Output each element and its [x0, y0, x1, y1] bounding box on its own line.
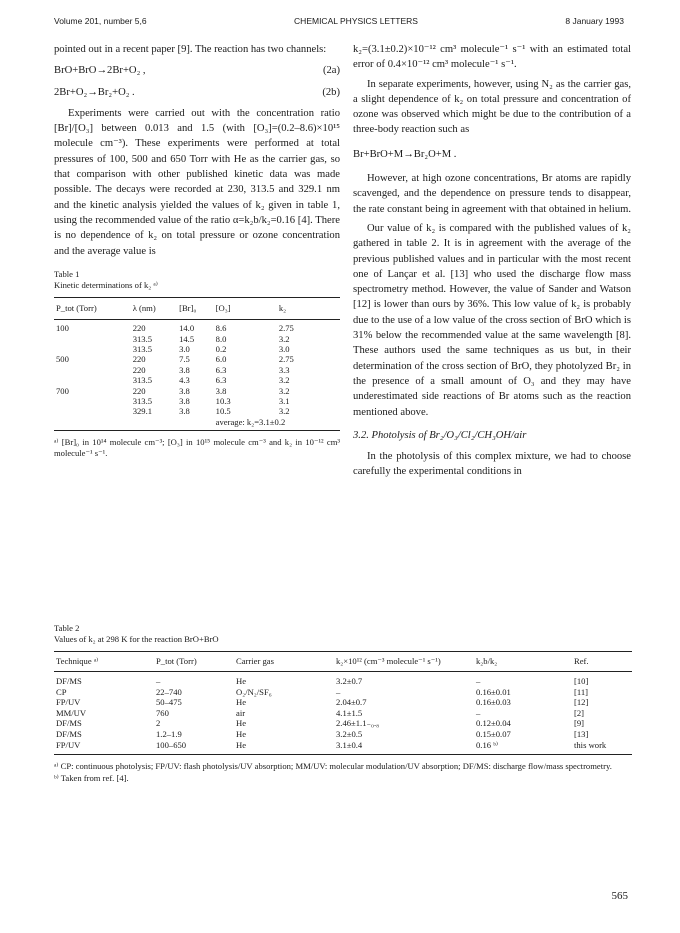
- table2-caption-block: [54, 623, 632, 645]
- equation-3: Br+BrO+M→Br₂O+M .: [353, 148, 457, 160]
- table-row: CP 22–740 O₂/N₂/SF₆ – 0.16±0.01 [11]: [56, 686, 588, 697]
- table2-header: k₂b/k₂: [474, 652, 572, 672]
- running-header: [54, 16, 624, 26]
- table-row: 500 220 7.5 6.0 2.75: [56, 354, 294, 365]
- paragraph: k₂=(3.1±0.2)×10⁻¹² cm³ molecule⁻¹ s⁻¹ with an estimated total error of 0.4×10⁻¹² cm³ molecule⁻¹ s⁻¹.: [353, 44, 631, 71]
- right-column: [353, 42, 631, 484]
- table-row: FP/UV 100–650 He 3.1±0.4 0.16 ᵇ⁾ this work: [54, 740, 632, 755]
- header-date: 8 January 1993: [565, 16, 624, 26]
- table1-average: average: k₂=3.1±0.2: [214, 417, 340, 431]
- table1-header: [Br]₀: [177, 297, 214, 319]
- paragraph: Experiments were carried out with the concentration ratio [Br]/[O₃] between 0.013 and 1.5 (with [O₃]=(0.2–8.6)×10¹⁵ molecule cm⁻³). These experiments were performed at total pressures of 100, 500 and 650 Torr with He as the carrier gas, so that comparison with other published kinetic data was made possible. The decays were recorded at 230, 313.5 and 329.1 nm and the kinetic analysis yielded the values of k₂ given in table 1, using the recommended value of the ratio α=k₂b/k₂=0.16 [4]. There is no dependence of k₂ on total pressure or ozone concentration and the average value is: [54, 107, 340, 257]
- table1-header: [O₃]: [214, 297, 277, 319]
- left-column: [54, 42, 340, 459]
- table1-caption-block: [54, 269, 340, 291]
- table2-caption: Values of k₂ at 298 K for the reaction BrO+BrO: [54, 634, 219, 644]
- table-row: 313.5 14.5 8.0 3.2: [132, 333, 290, 344]
- table-row: DF/MS – He 3.2±0.7 – [10]: [56, 676, 589, 686]
- table1-header: λ (nm): [131, 297, 177, 319]
- table2-header: Ref.: [572, 652, 632, 672]
- table1-title: Table 1: [54, 268, 80, 279]
- table2-header: P_tot (Torr): [154, 652, 234, 672]
- table2-header: Carrier gas: [234, 652, 334, 672]
- table-row: 700 220 3.8 3.8 3.2: [56, 385, 290, 396]
- section-heading: 3.2. Photolysis of Br₂/O₃/Cl₂/CH₃OH/air: [353, 429, 527, 441]
- table1-footnote: ᵃ⁾ [Br]₀ in 10¹⁴ molecule cm⁻³; [O₃] in 10¹⁵ molecule cm⁻³ and k₂ in 10⁻¹² cm³ molecule⁻¹ s⁻¹.: [54, 437, 340, 459]
- header-volume: Volume 201, number 5,6: [54, 16, 147, 26]
- table1-header: k₂: [277, 297, 340, 319]
- table-row: 313.5 3.8 10.3 3.1: [132, 396, 290, 406]
- table1-header: P_tot (Torr): [54, 297, 131, 319]
- table2-footnote-a: ᵃ⁾ CP: continuous photolysis; FP/UV: flash photolysis/UV absorption; MM/UV: molecular modulation/UV absorption; DF/MS: discharge flow/mass spectrometry.: [54, 761, 612, 772]
- equation-2a: BrO+BrO→2Br+O₂ , (2a): [54, 65, 340, 77]
- table-row: DF/MS 2 He 2.46±1.1₋₀.₈ 0.12±0.04 [9]: [56, 718, 585, 729]
- table-row: 329.1 3.8 10.5 3.2: [132, 406, 290, 417]
- equation-2b: 2Br+O₂→Br₂+O₂ . (2b): [54, 86, 340, 98]
- paragraph: However, at high ozone concentrations, Br atoms are rapidly scavenged, and the dependence on pressure tends to disappear, the rate constant being in agreement with that obtained in helium.: [353, 173, 632, 215]
- table-row: MM/UV 760 air 4.1±1.5 – [2]: [56, 707, 585, 718]
- paragraph: Our value of k₂ is compared with the published values of k₂ gathered in table 2. It is in agreement with the average of the previous published values and in particular with the most recent one of Lançar et al. [13] who used the discharge flow mass spectrometry method. However, the value of Sander and Watson [12] is lower than ours by 36%. This low value of k₂ is probably due to the use of a low value of the cross section of BrO which is 31% below the recommended value at the same wavelength [8]. These authors used the same techniques as us but, in their determination of the cross section of BrO, they photolyzed Br₂ in the presence of a small amount of O₃ and they may have underestimated side reactions of Br atoms such as the reaction mentioned above.: [353, 222, 631, 418]
- table2-footnote-b: ᵇ⁾ Taken from ref. [4].: [54, 773, 129, 784]
- table-row: 220 3.8 6.3 3.3: [132, 364, 290, 375]
- table2-block: [54, 623, 632, 784]
- table-row: 100 220 14.0 8.6 2.75: [56, 323, 294, 334]
- table-row: [54, 417, 340, 431]
- table1-caption: Kinetic determinations of k₂ ᵃ⁾: [54, 279, 158, 290]
- paragraph: In separate experiments, however, using N₂ as the carrier gas, a slight dependence of k₂ on total pressure and concentration of ozone was observed which might be due to the contribution of a three-body reaction such as: [353, 78, 631, 136]
- paragraph: In the photolysis of this complex mixture, we had to choose carefully the experimental conditions in: [353, 451, 631, 478]
- table2-header: k₂×10¹² (cm⁻³ molecule⁻¹ s⁻¹): [334, 652, 474, 672]
- table2-title: Table 2: [54, 623, 80, 633]
- table-row: 313.5 4.3 6.3 3.2: [132, 375, 290, 386]
- table-row: 313.5 3.0 0.2 3.0: [132, 343, 290, 354]
- table2-header: Technique ᵃ⁾: [54, 652, 154, 672]
- paragraph: pointed out in a recent paper [9]. The reaction has two channels:: [54, 44, 327, 55]
- page-number: 565: [611, 890, 628, 902]
- table2: [54, 651, 632, 755]
- table-row: DF/MS 1.2–1.9 He 3.2±0.5 0.15±0.07 [13]: [56, 728, 589, 739]
- header-journal: CHEMICAL PHYSICS LETTERS: [294, 16, 418, 26]
- table1: [54, 297, 340, 431]
- table-row: FP/UV 50–475 He 2.04±0.7 0.16±0.03 [12]: [56, 697, 589, 708]
